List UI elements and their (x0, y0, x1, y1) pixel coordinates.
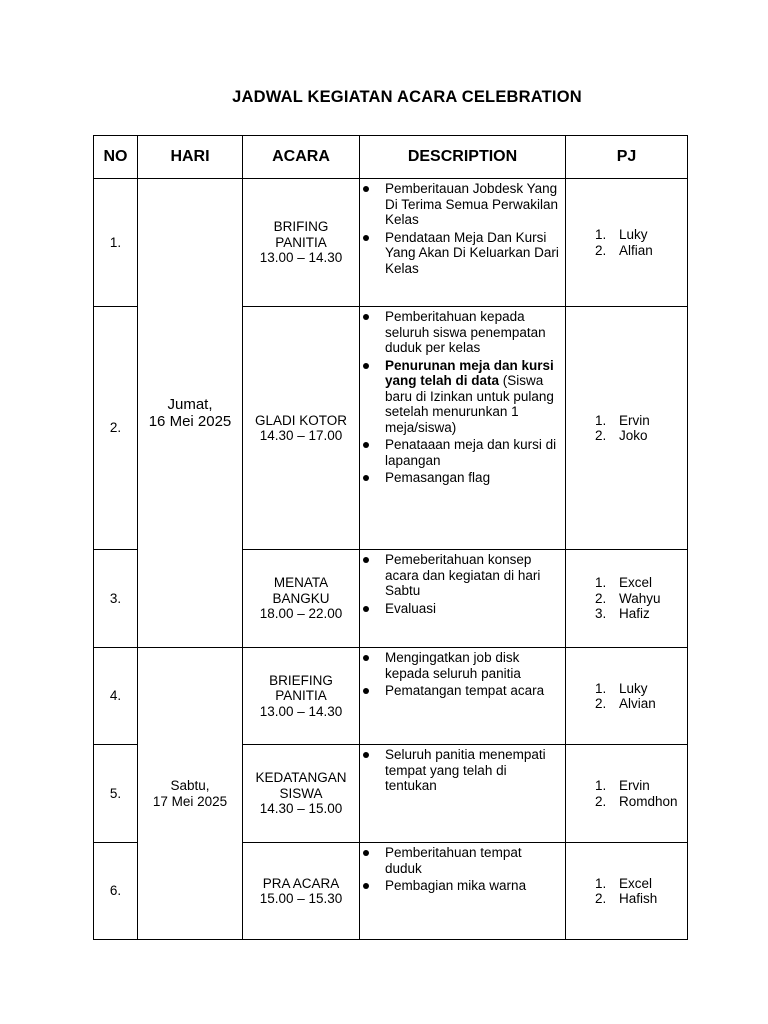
description-item: Pendataan Meja Dan Kursi Yang Akan Di Keluarkan Dari Kelas (385, 230, 561, 277)
description-list (385, 747, 561, 794)
acara-line: MENATA (273, 575, 329, 591)
day-cell (138, 648, 243, 940)
pj-name: Alfian (619, 242, 653, 258)
pj-number: 2. (595, 428, 607, 443)
header-hari: HARI (138, 136, 243, 179)
pj-name: Luky (619, 680, 648, 696)
description-list (385, 650, 561, 699)
day-date: 16 Mei 2025 (148, 413, 232, 430)
description-item: Pemasangan flag (385, 470, 561, 486)
day-name: Sabtu, (170, 778, 210, 793)
pj-name: Alvian (619, 696, 656, 711)
pj-item (566, 428, 687, 444)
pj-number: 1. (595, 412, 607, 428)
description-item: Seluruh panitia menempati tempat yang telah di tentukan (385, 747, 561, 794)
pj-name: Ervin (619, 778, 650, 793)
acara-line: 13.00 – 14.30 (259, 703, 343, 719)
pj-item (566, 413, 687, 429)
pj-number: 2. (595, 242, 607, 258)
row-number: 6. (94, 843, 138, 940)
pj-cell (566, 648, 688, 745)
acara-line: 18.00 – 22.00 (259, 606, 343, 622)
document-title: JADWAL KEGIATAN ACARA CELEBRATION (232, 88, 582, 106)
pj-cell (566, 843, 688, 940)
day-date: 17 Mei 2025 (152, 793, 228, 809)
acara-line: SISWA (279, 785, 323, 801)
header-no: NO (94, 136, 138, 179)
table-row (94, 179, 688, 307)
acara-line: BRIEFING (269, 672, 333, 688)
acara-line: PRA ACARA (262, 875, 340, 891)
pj-name: Hafiz (619, 606, 650, 622)
pj-number: 2. (595, 891, 607, 906)
row-number: 5. (94, 745, 138, 843)
table-row (94, 648, 688, 745)
pj-number: 2. (595, 696, 607, 711)
description-item: Pembagian mika warna (385, 878, 561, 894)
pj-item (566, 243, 687, 259)
header-description: DESCRIPTION (360, 136, 566, 179)
acara-cell (243, 745, 360, 843)
table-header-row (94, 136, 688, 179)
description-cell (360, 648, 566, 745)
description-item: Pemberitahuan kepada seluruh siswa penempatan duduk per kelas (385, 309, 561, 356)
pj-cell (566, 307, 688, 550)
row-number: 2. (94, 307, 138, 550)
description-item: Penataaan meja dan kursi di lapangan (385, 437, 561, 468)
description-item: Evaluasi (385, 601, 561, 617)
table-body (94, 179, 688, 940)
pj-number: 2. (595, 793, 607, 809)
description-cell (360, 843, 566, 940)
pj-number: 1. (595, 227, 607, 242)
description-bold-text: Penurunan meja dan kursi yang telah di data (385, 357, 554, 388)
pj-number: 1. (595, 575, 607, 591)
pj-item (566, 591, 687, 607)
pj-item (566, 606, 687, 622)
acara-cell (243, 648, 360, 745)
acara-cell (243, 843, 360, 940)
pj-number: 2. (595, 590, 607, 606)
pj-cell (566, 179, 688, 307)
pj-name: Excel (619, 575, 653, 591)
description-list (385, 552, 561, 616)
description-item: Pemberitahuan tempat duduk (385, 845, 561, 876)
pj-item (566, 876, 687, 892)
row-number: 4. (94, 648, 138, 745)
description-cell (360, 550, 566, 648)
pj-number: 1. (595, 680, 607, 696)
acara-line: 14.30 – 15.00 (259, 801, 343, 817)
description-list (385, 309, 561, 486)
day-cell (138, 179, 243, 648)
pj-number: 3. (595, 606, 607, 622)
pj-item (566, 681, 687, 697)
description-item: Pemeberitahuan konsep acara dan kegiatan di hari Sabtu (385, 552, 561, 599)
acara-line: 13.00 – 14.30 (259, 250, 343, 266)
acara-cell (243, 179, 360, 307)
pj-name: Wahyu (619, 590, 661, 606)
acara-line: KEDATANGAN (255, 770, 347, 786)
pj-item (566, 891, 687, 907)
pj-cell (566, 745, 688, 843)
pj-name: Ervin (619, 412, 650, 428)
pj-name: Joko (619, 428, 648, 443)
pj-item (566, 696, 687, 712)
acara-line: PANITIA (275, 234, 327, 250)
pj-item (566, 778, 687, 794)
header-acara: ACARA (243, 136, 360, 179)
header-pj: PJ (566, 136, 688, 179)
day-name: Jumat, (167, 396, 213, 413)
pj-number: 1. (595, 875, 607, 891)
acara-line: 14.30 – 17.00 (259, 428, 343, 443)
acara-cell (243, 550, 360, 648)
acara-line: BANGKU (272, 590, 330, 606)
description-list (385, 845, 561, 894)
description-item: Pemberitauan Jobdesk Yang Di Terima Semua Perwakilan Kelas (385, 181, 561, 228)
schedule-table (93, 135, 688, 940)
pj-name: Hafish (619, 891, 658, 906)
description-list (385, 181, 561, 276)
description-item: Mengingatkan job disk kepada seluruh panitia (385, 650, 561, 681)
description-cell (360, 745, 566, 843)
acara-line: 15.00 – 15.30 (259, 891, 343, 906)
description-item: Pematangan tempat acara (385, 683, 561, 699)
pj-item (566, 794, 687, 810)
description-cell (360, 307, 566, 550)
pj-name: Romdhon (619, 793, 678, 809)
row-number: 1. (94, 179, 138, 307)
row-number: 3. (94, 550, 138, 648)
pj-name: Luky (619, 227, 648, 242)
pj-cell (566, 550, 688, 648)
acara-line: PANITIA (275, 688, 327, 704)
pj-number: 1. (595, 778, 607, 793)
acara-line: GLADI KOTOR (254, 412, 348, 428)
acara-line: BRIFING (273, 219, 329, 235)
description-cell (360, 179, 566, 307)
acara-cell (243, 307, 360, 550)
pj-name: Excel (619, 875, 653, 891)
description-item: Penurunan meja dan kursi yang telah di data (Siswa baru di Izinkan untuk pulang setelah menurunkan 1 meja/siswa) (385, 358, 561, 436)
pj-item (566, 227, 687, 243)
pj-item (566, 575, 687, 591)
